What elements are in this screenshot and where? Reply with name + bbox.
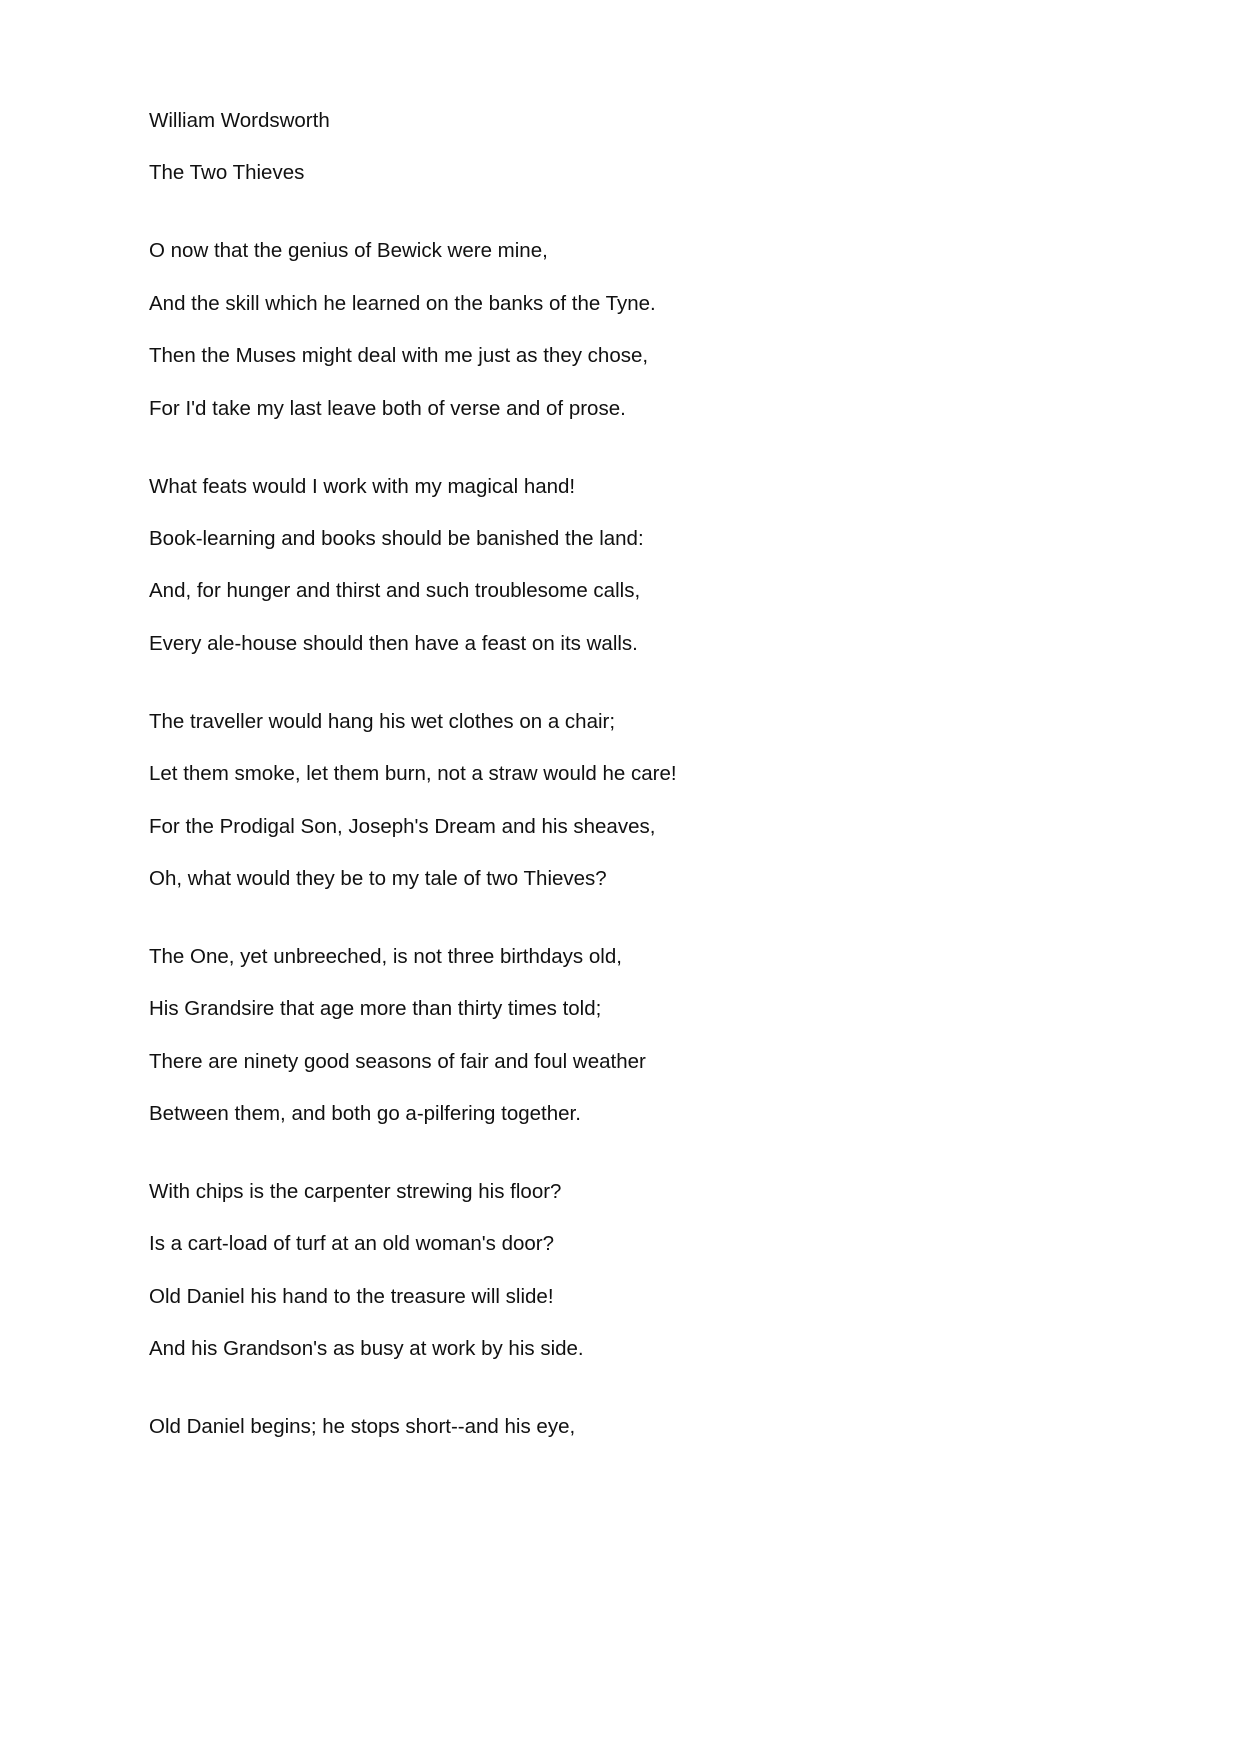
poem-line: And, for hunger and thirst and such troublesome calls, — [149, 579, 641, 603]
author-name: William Wordsworth — [149, 109, 330, 132]
poem-line: Book-learning and books should be banished the land: — [149, 526, 644, 550]
poem-title: The Two Thieves — [149, 161, 305, 185]
stanza — [149, 474, 1149, 657]
poem-line: With chips is the carpenter strewing his floor? — [149, 1180, 562, 1204]
poem-line: What feats would I work with my magical hand! — [149, 474, 576, 498]
poem-line: Then the Muses might deal with me just as they chose, — [149, 344, 649, 368]
stanza — [149, 944, 1149, 1127]
poem-line: O now that the genius of Bewick were mine, — [149, 239, 548, 263]
poem-line: Every ale-house should then have a feast on its walls. — [149, 631, 638, 655]
poem-body — [149, 238, 1149, 1440]
poem-line: The traveller would hang his wet clothes on a chair; — [149, 709, 616, 733]
poem-line: Oh, what would they be to my tale of two Thieves? — [149, 866, 607, 890]
poem-line: The One, yet unbreeched, is not three birthdays old, — [149, 944, 622, 968]
poem-line: And the skill which he learned on the banks of the Tyne. — [149, 291, 656, 315]
poem-line: Let them smoke, let them burn, not a straw would he care! — [149, 762, 677, 786]
document-text — [149, 108, 1149, 1467]
poem-line: Between them, and both go a-pilfering together. — [149, 1102, 581, 1126]
stanza — [149, 238, 1149, 421]
stanza — [149, 1179, 1149, 1362]
poem-line: Old Daniel his hand to the treasure will slide! — [149, 1284, 554, 1308]
stanza — [149, 709, 1149, 892]
stanza — [149, 1414, 1149, 1440]
poem-line: And his Grandson's as busy at work by his side. — [149, 1337, 584, 1361]
poem-line: For the Prodigal Son, Joseph's Dream and his sheaves, — [149, 814, 656, 838]
poem-line: Old Daniel begins; he stops short--and his eye, — [149, 1415, 576, 1439]
poem-line: For I'd take my last leave both of verse and of prose. — [149, 396, 626, 420]
poem-line: There are ninety good seasons of fair and foul weather — [149, 1049, 646, 1073]
poem-line: His Grandsire that age more than thirty times told; — [149, 997, 602, 1021]
poem-line: Is a cart-load of turf at an old woman's door? — [149, 1232, 555, 1256]
